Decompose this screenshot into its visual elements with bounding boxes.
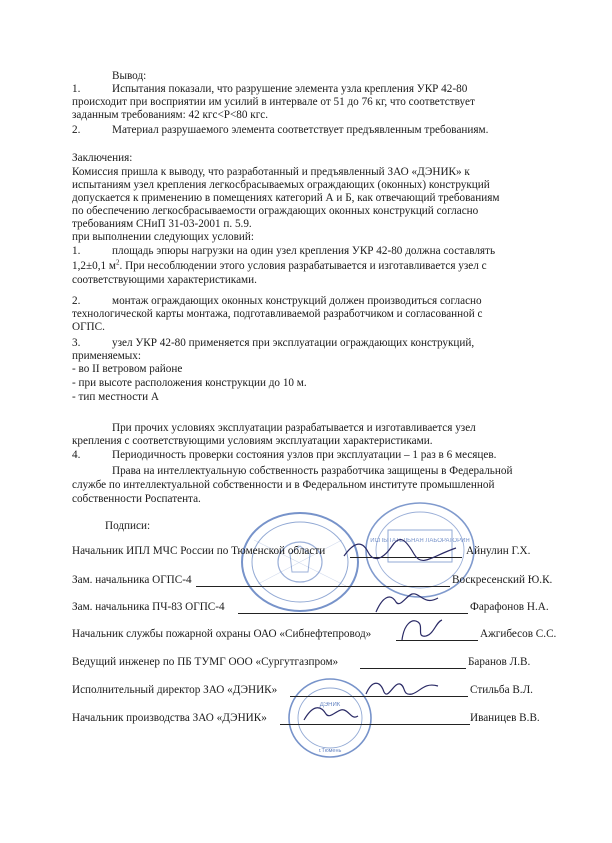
signatory-position: Зам. начальника ПЧ-83 ОГПС-4: [72, 601, 225, 613]
ip-line-2: службе по интеллектуальной собственности и в Федеральном институте промышленной: [72, 479, 495, 491]
stamp-2-label: ИСПЫТАТЕЛЬНАЯ ЛАБОРАТОРИЯ: [370, 538, 470, 544]
signatory-position: Начальник ИПЛ МЧС России по Тюменской области: [72, 545, 326, 557]
item-4-text: Периодичность проверки состояния узлов при эксплуатации – 1 раз в 6 месяцев.: [112, 449, 497, 461]
condition-2-line-2: технологической карты монтажа, подготавливаемой разработчиком и согласованной с: [72, 308, 483, 320]
signatory-name: Иваницев В.В.: [470, 712, 540, 724]
conclusion-2-line-1: Материал разрушаемого элемента соответствует предъявленным требованиям.: [112, 124, 489, 136]
other-conditions-line-2: крепления с соответствующими условиям эксплуатации характеристиками.: [72, 435, 433, 447]
item-4-number: 4.: [72, 449, 81, 461]
conclusion-1-line-1: Испытания показали, что разрушение элемента узла крепления УКР 42-80: [112, 83, 468, 95]
signatory-position: Исполнительный директор ЗАО «ДЭНИК»: [72, 684, 278, 696]
condition-1-line-2-tail: . При несоблюдении этого условия разрабатывается и изготавливается узел с: [119, 260, 487, 272]
signatory-name: Воскресенский Ю.К.: [452, 574, 553, 586]
signatory-name: Баранов Л.В.: [468, 656, 531, 668]
signature-line: [196, 586, 450, 587]
condition-3-number: 3.: [72, 337, 81, 349]
condition-2-line-3: ОГПС.: [72, 321, 105, 333]
summary-line-3: допускается к применению в помещениях категорий А и Б, как отвечающий требованиям: [72, 192, 500, 204]
handwritten-signature: [362, 676, 442, 702]
signatory-position: Начальник службы пожарной охраны ОАО «Сибнефтепровод»: [72, 628, 372, 640]
signatory-position: Зам. начальника ОГПС-4: [72, 574, 192, 586]
conclusion-1-line-2: происходит при восприятии им усилий в интервале от 51 до 76 кг, что соответствует: [72, 96, 475, 108]
condition-item: - тип местности А: [72, 391, 159, 403]
signatory-position: Начальник производства ЗАО «ДЭНИК»: [72, 712, 267, 724]
handwritten-signature: [300, 700, 360, 726]
signatory-name: Ажгибесов С.С.: [480, 628, 557, 640]
signatures-heading: Подписи:: [105, 520, 151, 532]
round-stamp-1: [238, 510, 362, 614]
condition-2-number: 2.: [72, 295, 81, 307]
condition-item: - при высоте расположения конструкции до 10 м.: [72, 377, 307, 389]
handwritten-signature: [340, 536, 460, 562]
summary-line-6: при выполнении следующих условий:: [72, 231, 254, 243]
summary-heading: Заключения:: [72, 152, 133, 164]
summary-line-4: по обеспечению легкосбрасываемости ограждающих оконных конструкций согласно: [72, 205, 479, 217]
signature-line: [360, 668, 466, 669]
conclusion-heading: Вывод:: [112, 70, 147, 82]
condition-1-line-3: соответствующими характеристиками.: [72, 274, 257, 286]
area-unit-sup: 2: [116, 258, 120, 267]
handwritten-signature: [396, 614, 446, 644]
summary-line-5: требованиям СНиП 31-03-2001 п. 5.9.: [72, 218, 252, 230]
conclusion-2-number: 2.: [72, 124, 81, 136]
condition-3-line-2: применяемых:: [72, 350, 142, 362]
signatory-name: Стильба В.Л.: [470, 684, 533, 696]
other-conditions-line-1: При прочих условиях эксплуатации разрабатывается и изготавливается узел: [112, 422, 476, 434]
condition-1-number: 1.: [72, 245, 81, 257]
conclusion-1-line-3: заданным требованиям: 42 кгс<P<80 кгс.: [72, 109, 269, 121]
stamp-3-city: г.Тюмень: [318, 748, 342, 754]
signatory-name: Айнулин Г.Х.: [466, 545, 531, 557]
condition-3-line-1: узел УКР 42-80 применяется при эксплуатации ограждающих конструкций,: [112, 337, 475, 349]
handwritten-signature: [372, 588, 442, 616]
condition-1-area: 1,2±0,1 м: [72, 260, 116, 272]
ip-line-1: Права на интеллектуальную собственность разработчика защищены в Федеральной: [112, 465, 513, 477]
signatory-name: Фарафонов Н.А.: [470, 601, 549, 613]
ip-line-3: собственности Роспатента.: [72, 493, 201, 505]
condition-2-line-1: монтаж ограждающих оконных конструкций должен производиться согласно: [112, 295, 482, 307]
summary-line-2: испытаниям узел крепления легкосбрасываемых ограждающих (оконных) конструкций: [72, 179, 490, 191]
signatory-position: Ведущий инженер по ПБ ТУМГ ООО «Сургутгазпром»: [72, 656, 339, 668]
conclusion-1-number: 1.: [72, 83, 81, 95]
condition-item: - во II ветровом районе: [72, 363, 183, 375]
condition-1-line-2: [72, 260, 487, 273]
summary-line-1: Комиссия пришла к выводу, что разработанный и предъявленный ЗАО «ДЭНИК» к: [72, 166, 470, 178]
stamp-3-label: ДЭНИК: [319, 702, 341, 708]
condition-1-line-1: площадь эпюры нагрузки на один узел крепления УКР 42-80 должна составлять: [112, 245, 496, 257]
